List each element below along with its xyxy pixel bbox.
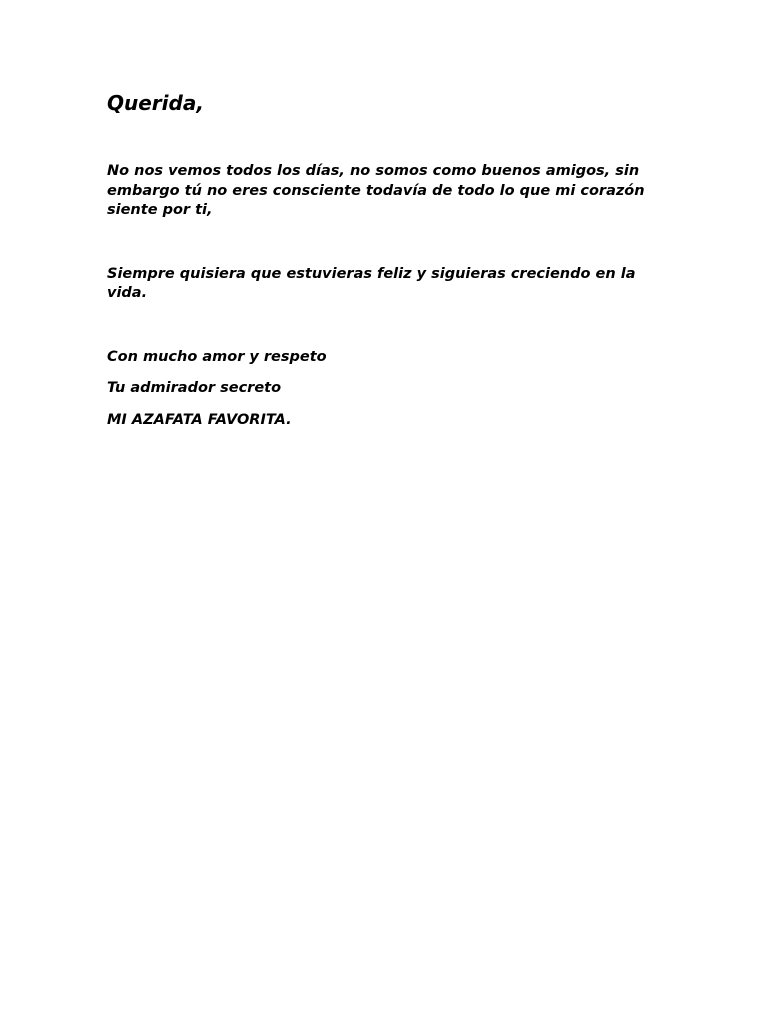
letter-postscript: MI AZAFATA FAVORITA.	[107, 411, 292, 428]
letter-paragraph-1: No nos vemos todos los días, no somos como buenos amigos, sin embargo tú no eres consciente todavía de todo lo que mi corazón siente por ti,	[107, 163, 645, 218]
letter-body	[107, 90, 667, 430]
letter-paragraph-2: Siempre quisiera que estuvieras feliz y siguieras creciendo en la vida.	[107, 265, 636, 301]
letter-signature: Tu admirador secreto	[107, 380, 282, 396]
letter-closing: Con mucho amor y respeto	[107, 348, 327, 365]
letter-salutation: Querida,	[107, 91, 204, 115]
